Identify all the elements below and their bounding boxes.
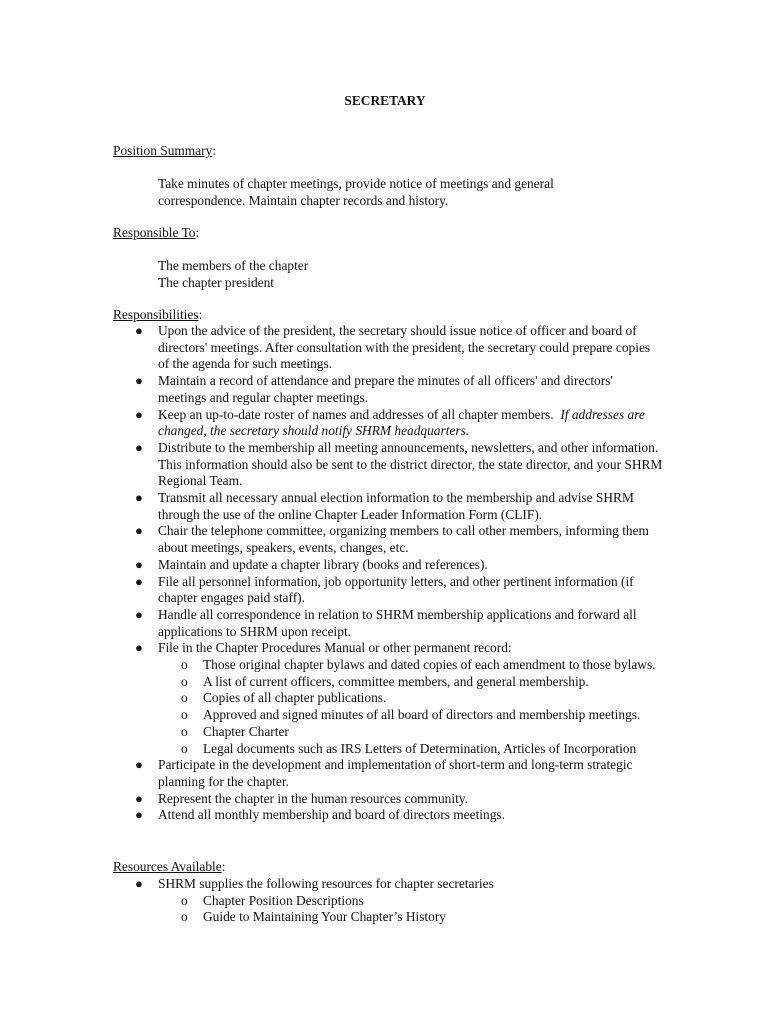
list-item-text: Keep an up-to-date roster of names and addresses of all chapter members.: [158, 406, 554, 422]
circle-bullet-icon: o: [181, 740, 188, 756]
bullet-icon: ●: [135, 490, 143, 506]
sublist-item: [158, 909, 673, 926]
bullet-icon: ●: [135, 876, 143, 891]
list-item-text: Chair the telephone committee, organizing members to call other members, informing them about meetings, speakers, events, changes, etc.: [158, 523, 649, 556]
sublist-item: [158, 674, 663, 691]
responsible-to-list: [158, 258, 678, 291]
list-item-italic-text: If addresses are changed, the secretary should notify SHRM headquarters.: [158, 406, 645, 439]
sublist-item-text: Chapter Charter: [203, 723, 289, 739]
bullet-icon: ●: [135, 757, 143, 773]
circle-bullet-icon: o: [181, 723, 188, 739]
list-item-text: File in the Chapter Procedures Manual or other permanent record:: [158, 640, 512, 656]
bullet-icon: ●: [135, 640, 143, 656]
bullet-icon: ●: [135, 807, 143, 823]
bullet-icon: ●: [135, 790, 143, 806]
list-item-text: Handle all correspondence in relation to SHRM membership applications and forward all applications to SHRM upon receipt.: [158, 606, 637, 639]
circle-bullet-icon: o: [181, 657, 188, 673]
circle-bullet-icon: o: [181, 673, 188, 689]
list-item: [113, 640, 663, 757]
bullet-icon: ●: [135, 439, 143, 455]
list-item-text: Attend all monthly membership and board of directors meetings.: [158, 807, 505, 823]
sublist-item-text: Those original chapter bylaws and dated copies of each amendment to those bylaws.: [203, 657, 656, 673]
list-item-text: Represent the chapter in the human resources community.: [158, 790, 468, 806]
list-item: [113, 523, 663, 556]
sublist-item: [158, 690, 663, 707]
bullet-icon: ●: [135, 523, 143, 539]
list-item: [113, 373, 663, 406]
responsible-to-heading: Responsible To:: [113, 225, 200, 240]
list-item-text: Maintain a record of attendance and prepare the minutes of all officers' and directors' meetings and regular chapter meetings.: [158, 373, 613, 405]
list-item-text: Distribute to the membership all meeting announcements, newsletters, and other information. This information should also be sent to the district director, the state director, and your SHRM Regional Team.: [158, 439, 663, 489]
list-item-text: File all personnel information, job opportunity letters, and other pertinent information (if chapter engages paid staff).: [158, 573, 634, 606]
sublist-item-text: Chapter Position Descriptions: [203, 892, 364, 908]
bullet-icon: ●: [135, 406, 143, 422]
list-item: [113, 607, 663, 640]
file-sublist: [158, 657, 663, 757]
sublist-item-text: A list of current officers, committee members, and general membership.: [203, 673, 589, 689]
list-item: [113, 807, 663, 824]
list-item: [113, 757, 663, 790]
sublist-item: [158, 893, 673, 910]
resources-heading-text: Resources Available: [113, 859, 222, 874]
list-item: [113, 574, 663, 607]
list-item-text: SHRM supplies the following resources for chapter secretaries: [158, 876, 494, 891]
page-title: SECRETARY: [344, 93, 426, 108]
circle-bullet-icon: o: [181, 892, 188, 908]
list-item-text: Participate in the development and implementation of short-term and long-term strategic planning for the chapter.: [158, 757, 633, 789]
circle-bullet-icon: o: [181, 707, 188, 723]
list-item-text: Transmit all necessary annual election information to the membership and advise SHRM through the use of the online Chapter Leader Information Form (CLIF).: [158, 490, 634, 522]
sublist-item-text: Legal documents such as IRS Letters of Determination, Articles of Incorporation: [203, 740, 637, 756]
bullet-icon: ●: [135, 606, 143, 622]
list-item: [113, 490, 663, 523]
responsible-to-line: The chapter president: [158, 274, 274, 290]
position-summary-text: Take minutes of chapter meetings, provide notice of meetings and general correspondence. Maintain chapter records and history.: [158, 176, 554, 208]
bullet-icon: ●: [135, 373, 143, 389]
sublist-item: [158, 724, 663, 741]
sublist-item: [158, 741, 663, 758]
sublist-item-text: Copies of all chapter publications.: [203, 690, 387, 706]
list-item-text: Maintain and update a chapter library (books and references).: [158, 556, 488, 572]
list-item: [113, 791, 663, 808]
list-item: [113, 407, 663, 440]
sublist-item-text: Approved and signed minutes of all board of directors and membership meetings.: [203, 707, 641, 723]
responsibilities-heading: Responsibilities:: [113, 307, 203, 322]
resources-heading: Resources Available:: [113, 859, 226, 874]
circle-bullet-icon: o: [181, 909, 188, 925]
responsible-to-line: The members of the chapter: [158, 258, 309, 273]
bullet-icon: ●: [135, 573, 143, 589]
resources-sublist: [158, 893, 673, 926]
bullet-icon: ●: [135, 556, 143, 572]
responsible-to-heading-text: Responsible To: [113, 225, 196, 240]
list-item-text: Upon the advice of the president, the secretary should issue notice of officer and board of directors' meetings. After consultation with the president, the secretary could prepare copies of the agenda for such meetings.: [158, 323, 651, 372]
position-summary-heading-text: Position Summary: [113, 143, 213, 158]
sublist-item-text: Guide to Maintaining Your Chapter’s History: [203, 909, 447, 925]
responsibilities-heading-text: Responsibilities: [113, 307, 199, 322]
list-item: [113, 323, 663, 373]
list-item: [113, 557, 663, 574]
resources-list: [113, 876, 673, 926]
circle-bullet-icon: o: [181, 690, 188, 706]
responsibilities-list: [113, 323, 663, 824]
list-item: [113, 440, 663, 490]
position-summary-heading: Position Summary:: [113, 143, 217, 158]
list-item: [113, 876, 673, 926]
bullet-icon: ●: [135, 323, 143, 338]
sublist-item: [158, 657, 663, 674]
sublist-item: [158, 707, 663, 724]
